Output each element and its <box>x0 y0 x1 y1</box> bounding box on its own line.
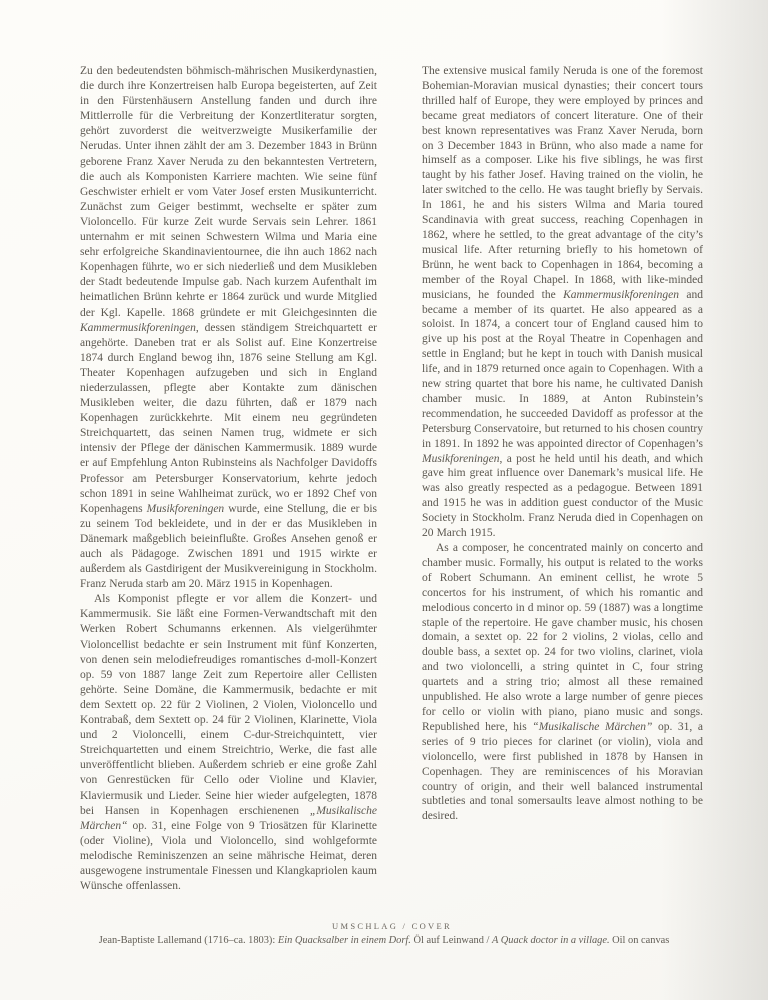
cover-section-label: UMSCHLAG / COVER <box>332 921 452 931</box>
german-paragraph-works: Als Komponist pflegte er vor allem die Konzert- und Kammermusik. Sie läßt eine Formen-Verwandtschaft mit den Werken Robert Schumanns erkennen. Als vielgerühmter Violoncellist bedachte er sein Instrument mit fünf Konzerten, von denen sein melodiefreudiges romantisches d-moll-Konzert op. 59 von 1887 lange Zeit zum Repertoire aller Cellisten gehörte. Seine Domäne, die Kammermusik, bedachte er mit dem Sextett op. 22 für 2 Violinen, 2 Violen, Violoncello und Kontrabaß, dem Sextett op. 24 für 2 Violinen, Klarinette, Viola und 2 Violoncelli, einem C-dur-Streichquintett, vier Streichquartetten und einem Streichtrio, Werke, die fast alle unveröffentlicht blieben. Außerdem schrieb er eine große Zahl von Genrestücken für Cello oder Violine und Klavier, Klaviermusik und Lieder. Seine hier wieder aufgelegten, 1878 bei Hansen in Kopenhagen erschienenen „Musikalische Märchen“ op. 31, eine Folge von 9 Triosätzen für Klarinette (oder Violine), Viola und Violoncello, sind wohlgeformte melodische Reminiszenzen an seine mährische Heimat, deren ausgewogene instrumentale Finessen und Klangkapriolen kaum Wünsche offenlassen. <box>80 593 377 893</box>
cover-credit-line: Jean-Baptiste Lallemand (1716–ca. 1803): Ein Quacksalber in einem Dorf. Öl auf Leinwand / A Quack doctor in a village. Oil on canvas <box>98 935 670 946</box>
english-paragraph-biography: The extensive musical family Neruda is one of the foremost Bohemian-Moravian musical dynasties; their concert tours thrilled half of Europe, they were employed by princes and became great mediators of concert literature. One of their best known representatives was Franz Xaver Neruda, born on 3 December 1843 in Brünn, who also made a name for himself as a composer. Like his five siblings, he was first taught by his father Josef. Having trained on the violin, he later switched to the cello. He was taught briefly by Servais. In 1861, he and his sisters Wilma and Maria toured Scandinavia with great success, reaching Copenhagen in 1862, where he settled, to the great advantage of the city’s musical life. After returning briefly to his hometown of Brünn, he went back to Copenhagen in 1864, becoming a member of the Royal Chapel. In 1868, with like-minded musicians, he founded the Kammermusikforeningen and became a member of its quartet. He also appeared as a soloist. In 1874, a concert tour of England caused him to give up his post at the Royal Theatre in Copenhagen and settle in England; but he kept in touch with Danish musical life, and in 1879 returned once again to Copenhagen. With a new string quartet that bore his name, he cultivated Danish chamber music. In 1889, at Anton Rubinstein’s recommendation, he succeeded Davidoff as professor at the Petersburg Conservatoire, but returned to his chosen country in 1891. In 1892 he was appointed director of Copenhagen’s Musikforeningen, a post he held until his death, and which gave him great influence over Danemark’s musical life. He was also greatly respected as a pedagogue. Between 1891 and 1915 he was in addition guest conductor of the Music Society in Stockholm. Franz Neruda died in Copenhagen on 20 March 1915. <box>422 65 703 540</box>
german-text-column <box>80 64 377 894</box>
german-paragraph-biography: Zu den bedeutendsten böhmisch-mährischen Musikerdynastien, die durch ihre Konzertreisen halb Europa begeisterten, auf Zeit in den Fürstenhäusern Anstellung fanden und durch ihre Mittlerrolle für die Verbreitung der Konzertliteratur sorgten, gehört zuvorderst die weitverzweigte Musikerfamilie der Nerudas. Unter ihnen zählt der am 3. Dezember 1843 in Brünn geborene Franz Xaver Neruda zu den bekanntesten Vertretern, die auch als Komponisten Karriere machten. Wie seine fünf Geschwister erhielt er vom Vater Josef ersten Musikunterricht. Zunächst zum Geiger bestimmt, wechselte er später zum Violoncello. Für kurze Zeit wurde Servais sein Lehrer. 1861 unternahm er mit seinen Schwestern Wilma und Maria eine sehr erfolgreiche Skandinavientournee, die ihn auch 1862 nach Kopenhagen führte, wo er sich niederließ und dem Musikleben der Stadt bedeutende Impulse gab. Nach kurzem Aufenthalt im heimatlichen Brünn kehrte er 1864 zurück und wurde Mitglied der Kgl. Kapelle. 1868 gründete er mit Gleichgesinnten die Kammermusikforeningen, dessen ständigem Streichquartett er angehörte. Daneben trat er als Solist auf. Eine Konzertreise 1874 durch England bewog ihn, 1876 seine Stellung am Kgl. Theater Kopenhagen aufzugeben und sich in England niederzulassen, pflegte aber Kontakte zum dänischen Musikleben weiter, die dazu führten, daß er 1879 nach Kopenhagen zurückkehrte. Mit einem neu gegründeten Streichquartett, das seinen Namen trug, widmete er sich intensiv der Pflege der dänischen Kammermusik. 1889 wurde er auf Empfehlung Anton Rubinsteins als Nachfolger Davidoffs Professor am Petersburger Konservatorium, kehrte jedoch schon 1891 in seine Wahlheimat zurück, wo er 1892 Chef von Kopenhagens Musikforeningen wurde, eine Stellung, die er bis zu seinem Tod bekleidete, und in der er das Musikleben in Dänemark maßgeblich beieinflußte. Großes Ansehen genoß er auch als Pädagoge. Zwischen 1891 und 1915 wirkte er außerdem als Gastdirigent der Musikvereinigung in Stockholm. Franz Neruda starb am 20. März 1915 in Kopenhagen. <box>80 65 377 591</box>
english-paragraph-works: As a composer, he concentrated mainly on concerto and chamber music. Formally, his output is related to the works of Robert Schumann. An eminent cellist, he wrote 5 concertos for his instrument, of which his romantic and melodious concerto in d minor op. 59 (1887) was a longtime staple of the repertoire. He gave chamber music, his chosen domain, a sextet op. 22 for 2 violins, 2 violas, cello and double bass, a sextet op. 24 for two violins, clarinet, viola and two violoncelli, a string quintet in C, four string quartets and a string trio; almost all these remained unpublished. He also wrote a large number of genre pieces for cello or violin with piano, piano music and songs. Republished here, his “Musikalische Märchen” op. 31, a series of 9 trio pieces for clarinet (or violin), viola and violoncello, were first published in 1878 by Hansen in Copenhagen. They are reminiscences of his Moravian country of origin, and their well balanced instrumental subtleties and tonal somersaults leave almost nothing to be desired. <box>422 542 703 823</box>
english-text-column <box>422 64 703 824</box>
